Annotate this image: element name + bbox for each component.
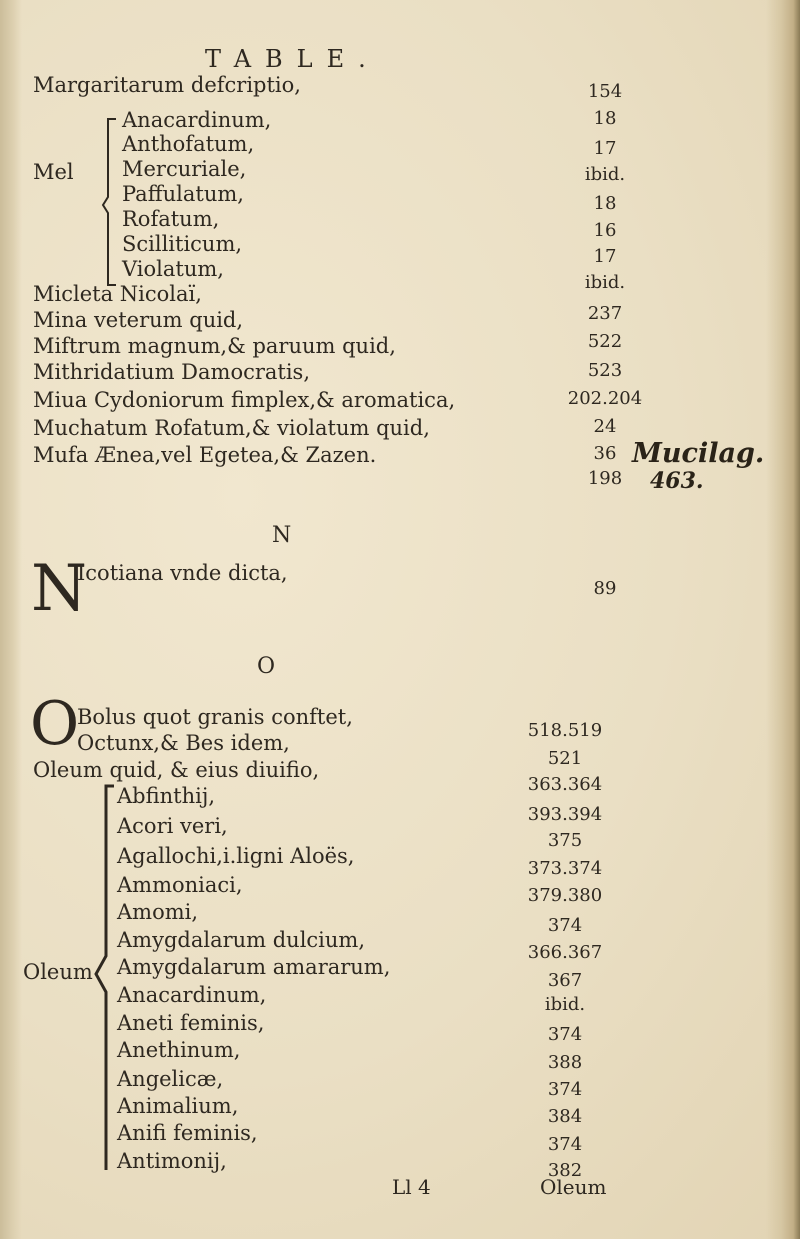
page-number: 18 xyxy=(593,193,617,214)
mel-item: Anacardinum, xyxy=(122,108,272,132)
page-number: ibid. xyxy=(544,994,586,1015)
oleum-item: Anacardinum, xyxy=(117,983,267,1007)
page-number: 374 xyxy=(547,1079,583,1100)
index-entry: Mithridatium Damocratis, xyxy=(33,360,311,384)
mel-item: Violatum, xyxy=(122,257,224,281)
oleum-item: Amomi, xyxy=(117,900,199,924)
mel-item: Scilliticum, xyxy=(122,232,243,256)
page-number: 393.394 xyxy=(527,804,603,825)
oleum-item: Abfinthij, xyxy=(117,784,216,808)
page-number: ibid. xyxy=(584,272,626,293)
page-number: 198 xyxy=(587,468,623,489)
page-number: 388 xyxy=(547,1052,583,1073)
page-number: 17 xyxy=(593,138,617,159)
page-gutter-shadow xyxy=(0,0,22,1239)
oleum-item: Amygdalarum dulcium, xyxy=(117,928,366,952)
handwritten-note: 463. xyxy=(650,468,704,494)
oleum-item: Aneti feminis, xyxy=(117,1011,265,1035)
page-number: 363.364 xyxy=(527,774,603,795)
page-number: 523 xyxy=(587,360,623,381)
page-number: 379.380 xyxy=(527,885,603,906)
page-number: 366.367 xyxy=(527,942,603,963)
page-number: 154 xyxy=(587,81,623,102)
page-number: 24 xyxy=(593,416,617,437)
index-entry: Margaritarum defcriptio, xyxy=(33,73,301,97)
oleum-item: Amygdalarum amararum, xyxy=(117,955,391,979)
oleum-item: Ammoniaci, xyxy=(117,873,243,897)
index-entry: Octunx,& Bes idem, xyxy=(77,731,290,755)
section-letter: N xyxy=(272,523,292,548)
page-number: 521 xyxy=(547,748,583,769)
page-number: 18 xyxy=(593,108,617,129)
page-number: 202.204 xyxy=(567,388,643,409)
index-entry: Oleum quid, & eius diuifio, xyxy=(33,758,320,782)
oleum-item: Acori veri, xyxy=(117,814,228,838)
mel-item: Anthofatum, xyxy=(122,132,255,156)
mel-label: Mel xyxy=(33,160,74,184)
index-entry: Mufa Ænea,vel Egetea,& Zazen. xyxy=(33,443,377,467)
oleum-item: Angelicæ, xyxy=(117,1067,224,1091)
oleum-item: Anethinum, xyxy=(117,1038,241,1062)
index-entry: Mina veterum quid, xyxy=(33,308,244,332)
page-number: 17 xyxy=(593,246,617,267)
page-number: 374 xyxy=(547,1024,583,1045)
oleum-label: Oleum xyxy=(23,960,93,984)
mel-item: Rofatum, xyxy=(122,207,220,231)
mel-item: Paffulatum, xyxy=(122,182,244,206)
running-title: TABLE. xyxy=(205,45,380,73)
page-number: 367 xyxy=(547,970,583,991)
index-entry: Icotiana vnde dicta, xyxy=(77,561,288,585)
page-number: 374 xyxy=(547,1134,583,1155)
page-number: 237 xyxy=(587,303,623,324)
index-entry: Micleta Nicolaï, xyxy=(33,282,202,306)
page-number: 373.374 xyxy=(527,858,603,879)
page-edge-shadow xyxy=(766,0,800,1239)
page-number: 375 xyxy=(547,830,583,851)
oleum-item: Antimonij, xyxy=(117,1149,227,1173)
page-number: 382 xyxy=(547,1160,583,1181)
mel-item: Mercuriale, xyxy=(122,157,247,181)
page-number: 36 xyxy=(593,443,617,464)
page-number: 518.519 xyxy=(527,720,603,741)
oleum-item: Agallochi,i.ligni Aloës, xyxy=(117,844,355,868)
page-number: ibid. xyxy=(584,164,626,185)
section-letter: O xyxy=(257,654,276,679)
oleum-item: Animalium, xyxy=(117,1094,239,1118)
catchword: Oleum xyxy=(540,1175,607,1199)
index-entry: Miftrum magnum,& paruum quid, xyxy=(33,334,396,358)
handwritten-note: Mucilag. xyxy=(632,438,765,469)
index-entry: Bolus quot granis conftet, xyxy=(77,705,353,729)
mel-brace xyxy=(100,115,120,295)
drop-cap: O xyxy=(30,689,80,759)
page-number: 89 xyxy=(593,578,617,599)
page-number: 522 xyxy=(587,331,623,352)
oleum-item: Anifi feminis, xyxy=(117,1121,258,1145)
index-entry: Muchatum Rofatum,& violatum quid, xyxy=(33,416,430,440)
index-entry: Miua Cydoniorum fimplex,& aromatica, xyxy=(33,388,456,412)
page-number: 384 xyxy=(547,1106,583,1127)
drop-cap: N xyxy=(31,552,87,626)
signature-mark: Ll 4 xyxy=(392,1175,431,1199)
page-number: 374 xyxy=(547,915,583,936)
page-number: 16 xyxy=(593,220,617,241)
